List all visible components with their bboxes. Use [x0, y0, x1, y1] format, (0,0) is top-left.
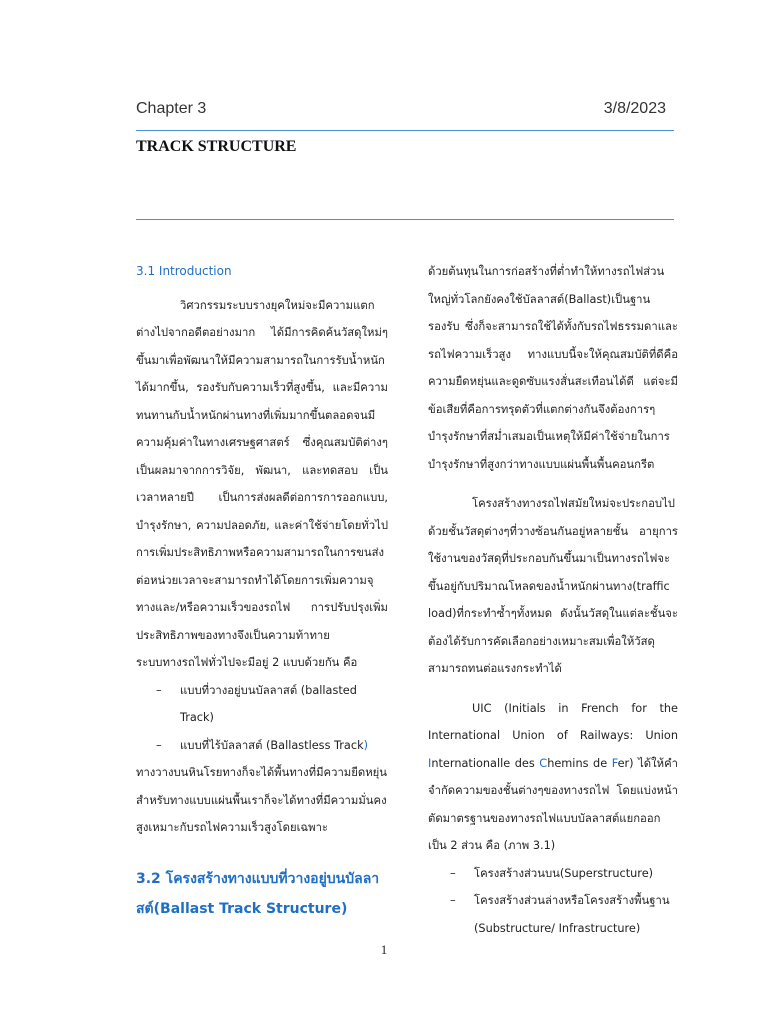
uic-text: nternationalle des [431, 756, 540, 770]
list-item-ballastless [136, 732, 388, 760]
uic-text: hemins de [547, 756, 612, 770]
intro-paragraph: วิศวกรรมระบบรางยุคใหม่จะมีความแตกต่างไปจากอดีตอย่างมาก ได้มีการคิดค้นวัสดุใหม่ๆขึ้นมาเพื่อพัฒนาให้มีความสามารถในการรับน้ำหนักได้มากขึ้น, รองรับกับความเร็วที่สูงขึ้น, และมีความทนทานกับน้ำหนักผ่านทางที่เพิ่มมากขึ้นตลอดจนมีความคุ้มค่าในทางเศรษฐศาสตร์ ซึ่งคุณสมบัติต่างๆเป็นผลมาจากการวิจัย, พัฒนา, และทดสอบ เป็นเวลาหลายปี เป็นการส่งผลดีต่อการการออกแบบ, บำรุงรักษา, ความปลอดภัย, และค่าใช้จ่ายโดยทั่วไปการเพิ่มประสิทธิภาพหรือความสามารถในการขนส่งต่อหน่วยเวลาจะสามารถทำได้โดยการเพิ่มความจุทางและ/หรือความเร็วของรถไฟ การปรับปรุงเพิ่มประสิทธิภาพของทางจึงเป็นความท้าทาย [136, 298, 388, 642]
chapter-label: Chapter 3 [136, 100, 207, 117]
header-rule [136, 130, 674, 131]
track-types-intro: ระบบทางรถไฟทั่วไปจะมีอยู่ 2 แบบด้วยกัน คือ [136, 656, 358, 669]
uic-initial-f: F [611, 756, 618, 770]
list-item-ballasted [136, 677, 388, 732]
page-number: 1 [380, 942, 388, 957]
dash-bullet: – [156, 683, 162, 697]
list-item-superstructure [428, 860, 678, 888]
section-heading-ballast-track: 3.2 โครงสร้างทางแบบที่วางอยู่บนบัลลาสต์(Ballast Track Structure) [136, 870, 380, 917]
dash-bullet: – [450, 866, 456, 880]
list-item-text: โครงสร้างส่วนบน(Superstructure) [474, 866, 654, 880]
modern-structure-paragraph: โครงสร้างทางรถไฟสมัยใหม่จะประกอบไปด้วยชั้นวัสดุต่างๆที่วางซ้อนกันอยู่หลายชั้น อายุการใช้งานของวัสดุที่ประกอบกันขึ้นมาเป็นทางรถไฟจะขึ้นอยู่กับปริมาณโหลดของน้ำหนักผ่านทาง(traffic load)ที่กระทำซ้ำๆทั้งหมด ดังนั้นวัสดุในแต่ละชั้นจะต้องได้รับการคัดเลือกอย่างเหมาะสมเพื่อให้วัสดุสามารถทนต่อแรงกระทำได้ [428, 497, 678, 675]
section-heading-introduction: 3.1 Introduction [136, 264, 232, 278]
uic-initial-i: I [428, 756, 432, 770]
page-header [136, 100, 666, 122]
header-date: 3/8/2023 [603, 100, 666, 117]
ballast-paragraph: ด้วยต้นทุนในการก่อสร้างที่ต่ำทำให้ทางรถไฟส่วนใหญ่ทั่วโลกยังคงใช้บัลลาสต์(Ballast)เป็นฐานรองรับ ซึ่งก็จะสามารถใช้ได้ทั้งกับรถไฟธรรมดาและรถไฟความเร็วสูง ทางแบบนี้จะให้คุณสมบัติที่ดีคือความยืดหยุ่นและดูดซับแรงสั่นสะเทือนได้ดี แต่จะมีข้อเสียที่คือการทรุดตัวที่แตกต่างกันจึงต้องการๆบำรุงรักษาที่สม่ำเสมอเป็นเหตุให้มีค่าใช้จ่ายในการบำรุงรักษาที่สูงกว่าทางแบบแผ่นพื้นพื้นคอนกรีต [428, 265, 678, 471]
right-column [428, 258, 678, 942]
closing-paren: ) [363, 738, 369, 752]
uic-paragraph [428, 695, 678, 860]
dash-bullet: – [450, 894, 456, 907]
title-rule [136, 219, 674, 220]
uic-text: er) ได้ให้คำจำกัดความของชั้นต่างๆของทางรถไฟ โดยแบ่งหน้าตัดมาตรฐานของทางรถไฟแบบบัลลาสต์แยกออกเป็น 2 ส่วน คือ (ภาพ 3.1) [428, 756, 678, 852]
dash-bullet: – [156, 738, 162, 752]
uic-initial-c: C [539, 756, 548, 770]
list-item-substructure [428, 887, 678, 942]
uic-text: UIC (Initials in French for the International Union of Railways: Union [428, 701, 678, 742]
list-item-text: โครงสร้างส่วนล่างหรือโครงสร้างพื้นฐาน (Substructure/ Infrastructure) [474, 894, 670, 935]
track-comparison-paragraph: ทางวางบนหินโรยทางก็จะได้พื้นทางที่มีความยืดหยุ่นสำหรับทางแบบแผ่นพื้นเราก็จะได้ทางที่มีความมั่นคงสูงเหมาะกับรถไฟความเร็วสูงโดยเฉพาะ [136, 766, 387, 834]
left-column [136, 258, 388, 924]
list-item-text: แบบที่วางอยู่บนบัลลาสต์ (ballasted Track) [180, 683, 357, 724]
document-title: TRACK STRUCTURE [136, 138, 297, 155]
list-item-text: แบบที่ไร้บัลลาสต์ (Ballastless Track [180, 738, 364, 752]
